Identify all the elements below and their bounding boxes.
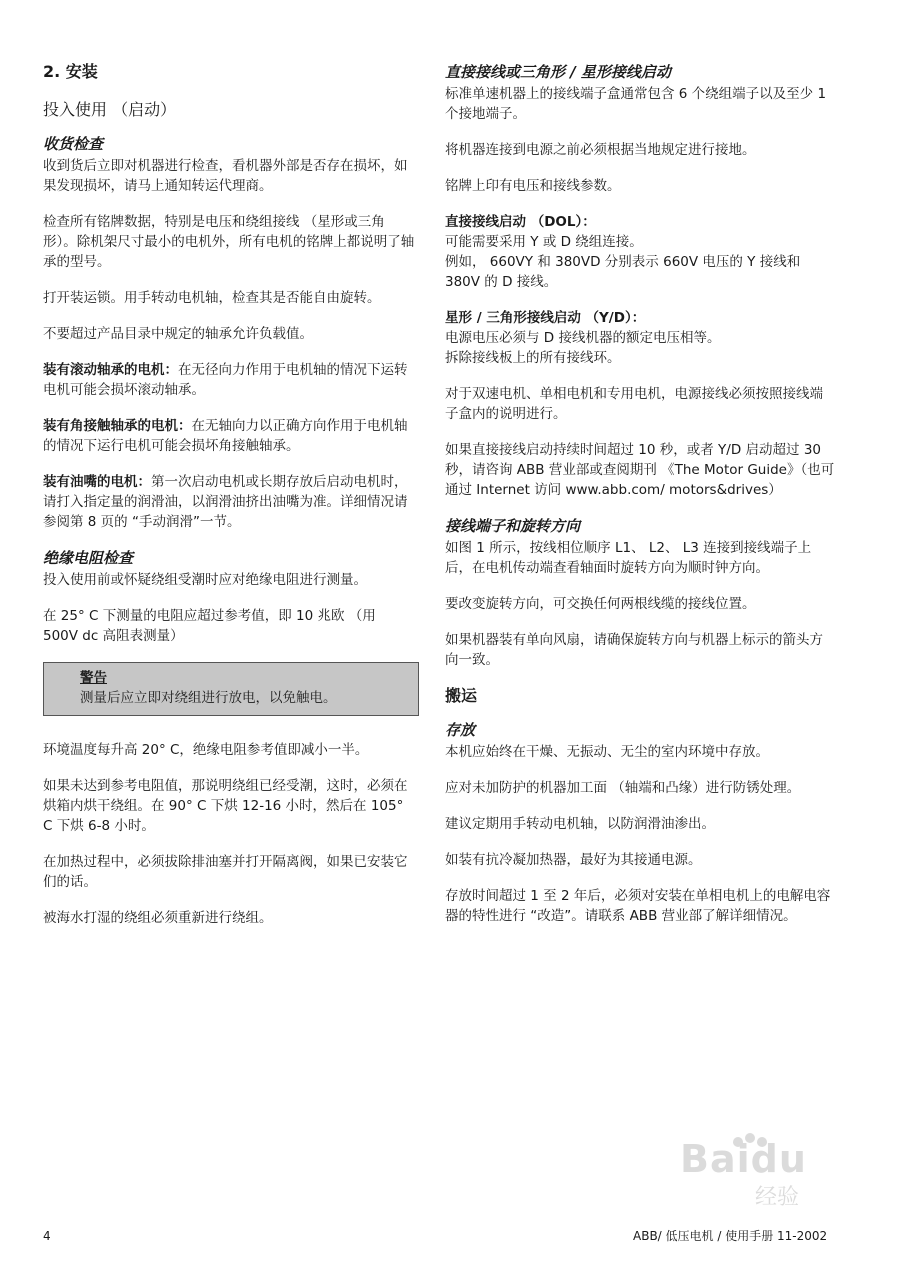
angular-bearing-label: 装有角接触轴承的电机： [43,418,192,434]
transport-lock-paragraph: 打开装运锁。用手转动电机轴，检查其是否能自由旋转。 [43,290,381,306]
dol-label: 直接接线启动 （DOL）： [445,214,596,230]
rolling-bearing-label: 装有滚动轴承的电机： [43,362,178,378]
page-heading: 投入使用 （启动） [43,100,177,119]
baidu-watermark [650,1130,865,1215]
terminals-heading: 接线端子和旋转方向 [445,517,581,535]
yd-line-1: 电源电压必须与 D 接线机器的额定电压相等。 [445,330,721,346]
motor-guide-paragraph: 如果直接接线启动持续时间超过 10 秒，或者 Y/D 启动超过 30 秒，请咨询 ABB 营业部或查阅期刊 《The Motor Guide》（也可通过 Internet 访问 www.abb.com/ motors&drives） [445,442,835,498]
warning-title: 警告 [80,670,107,686]
bearing-load-paragraph: 不要超过产品目录中规定的轴承允许负载值。 [43,326,313,342]
temperature-paragraph: 环境温度每升高 20° C，绝缘电阻参考值即减小一半。 [43,742,369,758]
storage-paragraph: 本机应始终在干燥、无振动、无尘的室内环境中存放。 [445,744,769,760]
left-column [43,58,415,944]
grease-nipple-label: 装有油嘴的电机： [43,474,151,490]
angular-bearing-text: 在无轴向力以正确方向作用于电机轴的情况下运行电机可能会损坏角接触轴承。 [43,418,408,454]
grease-nipple-text: 第一次启动电机或长期存放后启动电机时，请打入指定量的润滑油，以润滑油挤出油嘴为准。详细情况请参阅第 8 页的 “手动润滑”一节。 [43,474,408,530]
handling-heading: 搬运 [445,686,478,705]
rust-protection-paragraph: 应对未加防护的机器加工面 （轴端和凸缘）进行防锈处理。 [445,780,801,796]
heater-paragraph: 如装有抗冷凝加热器，最好为其接通电源。 [445,852,702,868]
direct-start-heading: 直接接线或三角形 / 星形接线启动 [445,63,671,81]
section-title: 2. 安装 [43,62,98,81]
fan-direction-paragraph: 如果机器装有单向风扇，请确保旋转方向与机器上标示的箭头方向一致。 [445,632,823,668]
grease-nipple-note [43,472,415,532]
dol-line-1: 可能需要采用 Y 或 D 绕组连接。 [445,234,643,250]
special-motors-paragraph: 对于双速电机、单相电机和专用电机，电源接线必须按照接线端子盒内的说明进行。 [445,386,823,422]
insulation-paragraph: 投入使用前或怀疑绕组受潮时应对绝缘电阻进行测量。 [43,572,367,588]
warning-box [43,662,419,716]
receiving-paragraph: 收到货后立即对机器进行检查，看机器外部是否存在损坏，如果发现损坏，请马上通知转运代理商。 [43,158,408,194]
drying-paragraph: 如果未达到参考电阻值，那说明绕组已经受潮，这时，必须在烘箱内烘干绕组。在 90° C 下烘 12-16 小时，然后在 105° C 下烘 6-8 小时。 [43,778,408,834]
receiving-heading: 收货检查 [43,135,104,153]
reverse-rotation-paragraph: 要改变旋转方向，可交换任何两根线缆的接线位置。 [445,596,756,612]
dol-block [445,212,835,292]
watermark-text: 经验 [755,1185,800,1210]
yd-label: 星形 / 三角形接线启动 （Y/D）： [445,310,646,326]
yd-line-2: 拆除接线板上的所有接线环。 [445,350,621,366]
right-column [445,58,835,942]
heating-paragraph: 在加热过程中，必须拔除排油塞并打开隔离阀，如果已安装它们的话。 [43,854,408,890]
page-number: 4 [43,1229,51,1243]
terminal-box-paragraph: 标准单速机器上的接线端子盒通常包含 6 个绕组端子以及至少 1 个接地端子。 [445,86,827,122]
seawater-paragraph: 被海水打湿的绕组必须重新进行绕组。 [43,910,273,926]
rolling-bearing-text: 在无径向力作用于电机轴的情况下运转电机可能会损坏滚动轴承。 [43,362,408,398]
resistance-paragraph: 在 25° C 下测量的电阻应超过参考值，即 10 兆欧 （用 500V dc 高阻表测量） [43,608,376,644]
earthing-paragraph: 将机器连接到电源之前必须根据当地规定进行接地。 [445,142,756,158]
storage-heading: 存放 [445,721,476,739]
rolling-bearing-note [43,360,415,400]
yd-block [445,308,835,368]
capacitor-paragraph: 存放时间超过 1 至 2 年后，必须对安装在单相电机上的电解电容器的特性进行 “改造”。请联系 ABB 营业部了解详细情况。 [445,888,831,924]
dol-line-2: 例如， 660VY 和 380VD 分别表示 660V 电压的 Y 接线和 380V 的 D 接线。 [445,254,801,290]
warning-text: 测量后应立即对绕组进行放电，以免触电。 [80,690,337,706]
rotate-shaft-paragraph: 建议定期用手转动电机轴，以防润滑油渗出。 [445,816,715,832]
rating-plate-paragraph: 检查所有铭牌数据，特别是电压和绕组接线 （星形或三角形）。除机架尺寸最小的电机外，所有电机的铭牌上都说明了轴承的型号。 [43,214,415,270]
rating-plate-info-paragraph: 铭牌上印有电压和接线参数。 [445,178,621,194]
insulation-heading: 绝缘电阻检查 [43,549,134,567]
manual-title: ABB/ 低压电机 / 使用手册 11-2002 [633,1229,828,1243]
phase-sequence-paragraph: 如图 1 所示，按线相位顺序 L1、 L2、 L3 连接到接线端子上后，在电机传动端查看轴面时旋转方向为顺时钟方向。 [445,540,812,576]
angular-bearing-note [43,416,415,456]
watermark-brand: Baidu [680,1137,807,1181]
